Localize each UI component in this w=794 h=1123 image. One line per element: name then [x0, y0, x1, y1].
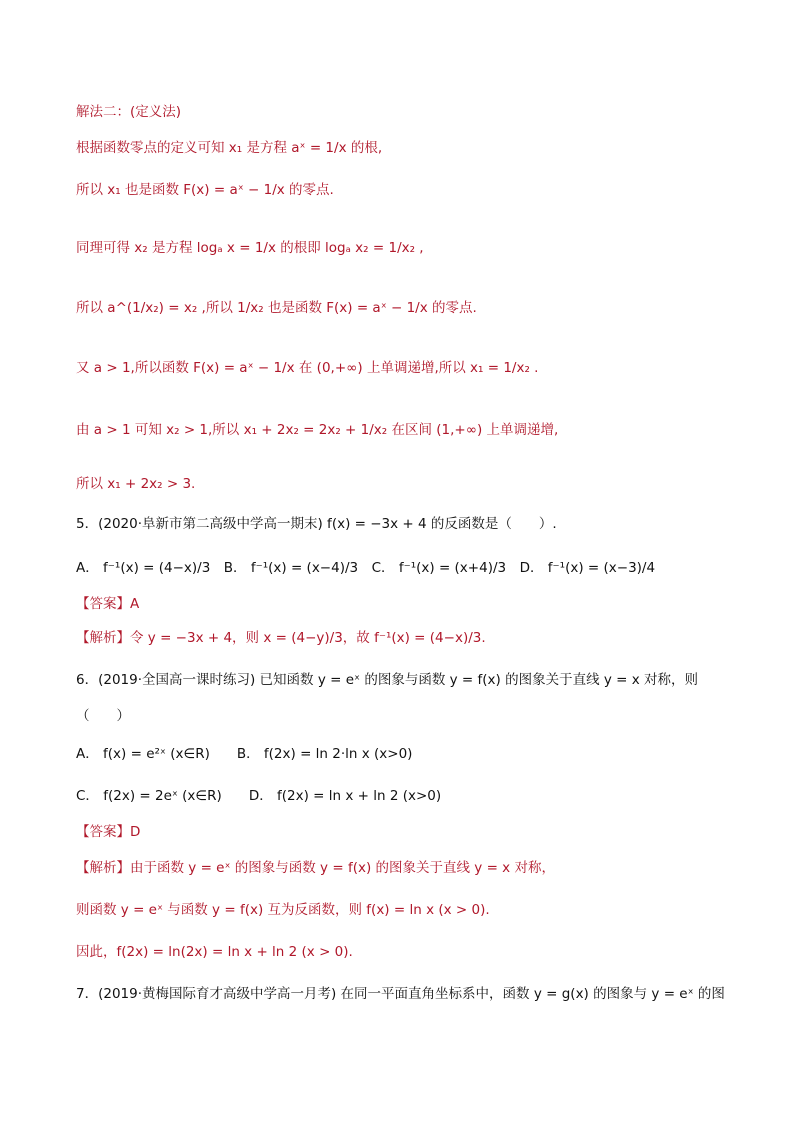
line-text: 所以 x₁ 也是函数 F(x) = aˣ − 1/x 的零点.	[76, 182, 334, 198]
question-5-explanation	[76, 626, 486, 646]
question-5	[76, 512, 557, 532]
solution-line-4	[76, 236, 424, 256]
explanation-text: 则函数 y = eˣ 与函数 y = f(x) 互为反函数，则 f(x) = ln x (x > 0).	[76, 902, 490, 918]
question-6	[76, 668, 698, 688]
solution-line-6	[76, 356, 538, 376]
question-6-paren	[76, 704, 130, 724]
method-two-heading	[76, 100, 181, 120]
question-text: 5．(2020·阜新市第二高级中学高一期末) f(x) = −3x + 4 的反函数是（ ）.	[76, 516, 557, 532]
question-6-answer	[76, 820, 140, 840]
line-text: 由 a > 1 可知 x₂ > 1,所以 x₁ + 2x₂ = 2x₂ + 1/x₂ 在区间 (1,+∞) 上单调递增,	[76, 422, 559, 438]
solution-line-3	[76, 178, 334, 198]
question-text: 6．(2019·全国高一课时练习) 已知函数 y = eˣ 的图象与函数 y = f(x) 的图象关于直线 y = x 对称，则	[76, 672, 699, 688]
line-text: 所以 x₁ + 2x₂ > 3.	[76, 476, 196, 492]
question-6-options-cd	[76, 784, 441, 804]
question-7	[76, 982, 725, 1002]
solution-line-5	[76, 296, 477, 316]
explanation-text: 【解析】由于函数 y = eˣ 的图象与函数 y = f(x) 的图象关于直线 y = x 对称，	[76, 860, 555, 876]
line-text: 所以 a^(1/x₂) = x₂ ,所以 1/x₂ 也是函数 F(x) = aˣ − 1/x 的零点.	[76, 300, 477, 316]
line-text: 同理可得 x₂ 是方程 logₐ x = 1/x 的根即 logₐ x₂ = 1/x₂ ,	[76, 240, 424, 256]
line-text: 解法二：(定义法)	[76, 104, 182, 120]
question-6-explanation-2	[76, 898, 490, 918]
explanation-text: 因此，f(2x) = ln(2x) = ln x + ln 2 (x > 0).	[76, 944, 353, 960]
question-6-explanation-1	[76, 856, 555, 876]
question-6-explanation-3	[76, 940, 353, 960]
explanation-text: 【解析】令 y = −3x + 4，则 x = (4−y)/3，故 f⁻¹(x) = (4−x)/3.	[76, 630, 486, 646]
answer-label: 【答案】D	[76, 824, 141, 840]
solution-line-2	[76, 136, 382, 156]
question-5-options	[76, 556, 655, 576]
solution-line-7	[76, 418, 558, 438]
question-text: 7．(2019·黄梅国际育才高级中学高一月考) 在同一平面直角坐标系中，函数 y = g(x) 的图象与 y = eˣ 的图	[76, 986, 725, 1002]
options-text: A． f(x) = e²ˣ (x∈R) B． f(2x) = ln 2·ln x (x>0)	[76, 746, 413, 762]
options-text: A． f⁻¹(x) = (4−x)/3 B． f⁻¹(x) = (x−4)/3 C． f⁻¹(x) = (x+4)/3 D． f⁻¹(x) = (x−3)/4	[76, 560, 656, 576]
line-text: 又 a > 1,所以函数 F(x) = aˣ − 1/x 在 (0,+∞) 上单调递增,所以 x₁ = 1/x₂ .	[76, 360, 539, 376]
line-text: 根据函数零点的定义可知 x₁ 是方程 aˣ = 1/x 的根,	[76, 140, 383, 156]
question-6-options-ab	[76, 742, 412, 762]
options-text: C． f(2x) = 2eˣ (x∈R) D． f(2x) = ln x + ln 2 (x>0)	[76, 788, 442, 804]
question-5-answer	[76, 592, 139, 612]
answer-label: 【答案】A	[76, 596, 140, 612]
answer-blank: （ ）	[76, 708, 130, 724]
solution-line-8	[76, 472, 195, 492]
